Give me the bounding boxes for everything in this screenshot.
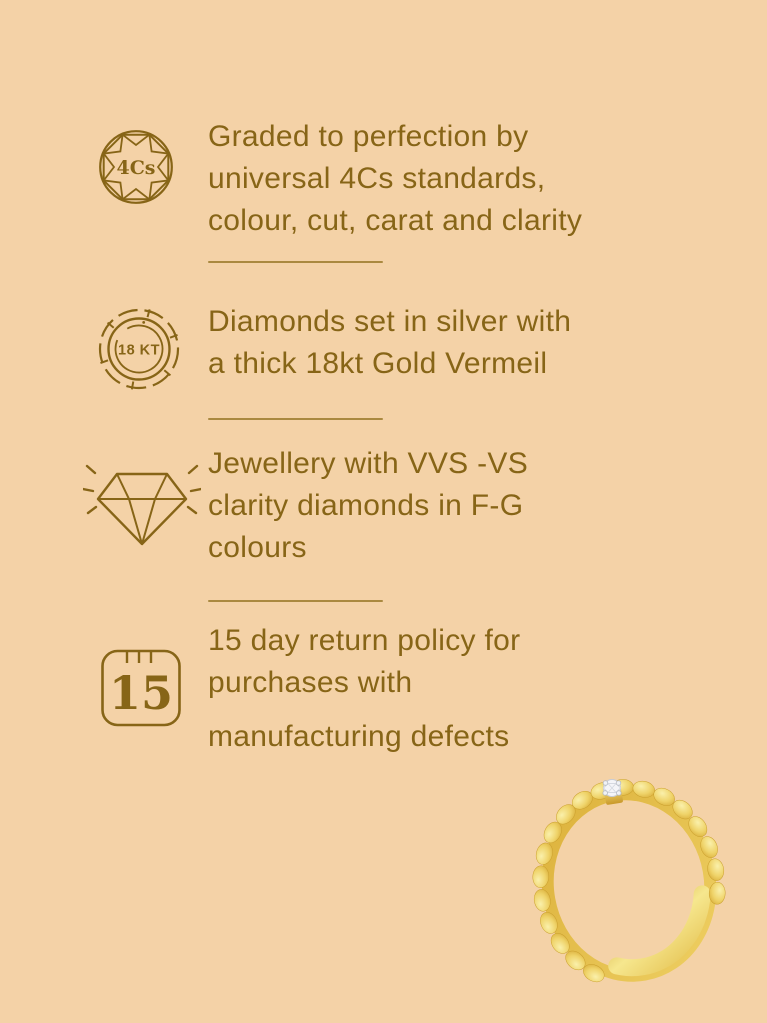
feature-text-line: colours: [208, 531, 307, 564]
feature-clarity-text: [208, 443, 708, 569]
feature-text-line: universal 4Cs standards,: [208, 162, 546, 195]
ring-diamond: [603, 780, 623, 806]
badge-15: 15: [108, 666, 174, 720]
divider: [208, 418, 383, 420]
coin-18kt-icon: [97, 307, 181, 391]
badge-18kt: 18 KT: [118, 342, 160, 359]
feature-text-line: Graded to perfection by: [208, 120, 529, 153]
feature-text-line: purchases with: [208, 666, 413, 699]
feature-grading-text: [208, 116, 708, 242]
badge-4cs: 4Cs: [116, 157, 156, 179]
feature-text-line: colour, cut, carat and clarity: [208, 204, 583, 237]
ring-beads: [532, 779, 725, 985]
product-ring-image: [527, 776, 731, 994]
feature-return-text: [208, 620, 708, 758]
feature-text-line: a thick 18kt Gold Vermeil: [208, 347, 548, 380]
diamond-4cs-icon: [98, 129, 174, 205]
feature-text-line: Diamonds set in silver with: [208, 305, 572, 338]
feature-text-line: Jewellery with VVS -VS: [208, 447, 529, 480]
diamond-sparkle-icon: [83, 458, 201, 552]
divider: [208, 261, 383, 263]
feature-text-line: clarity diamonds in F-G: [208, 489, 524, 522]
calendar-15-icon: [100, 642, 182, 728]
feature-text-line: 15 day return policy for: [208, 624, 521, 657]
feature-text-line: manufacturing defects: [208, 720, 510, 753]
feature-vermeil-text: [208, 301, 708, 385]
divider: [208, 600, 383, 602]
